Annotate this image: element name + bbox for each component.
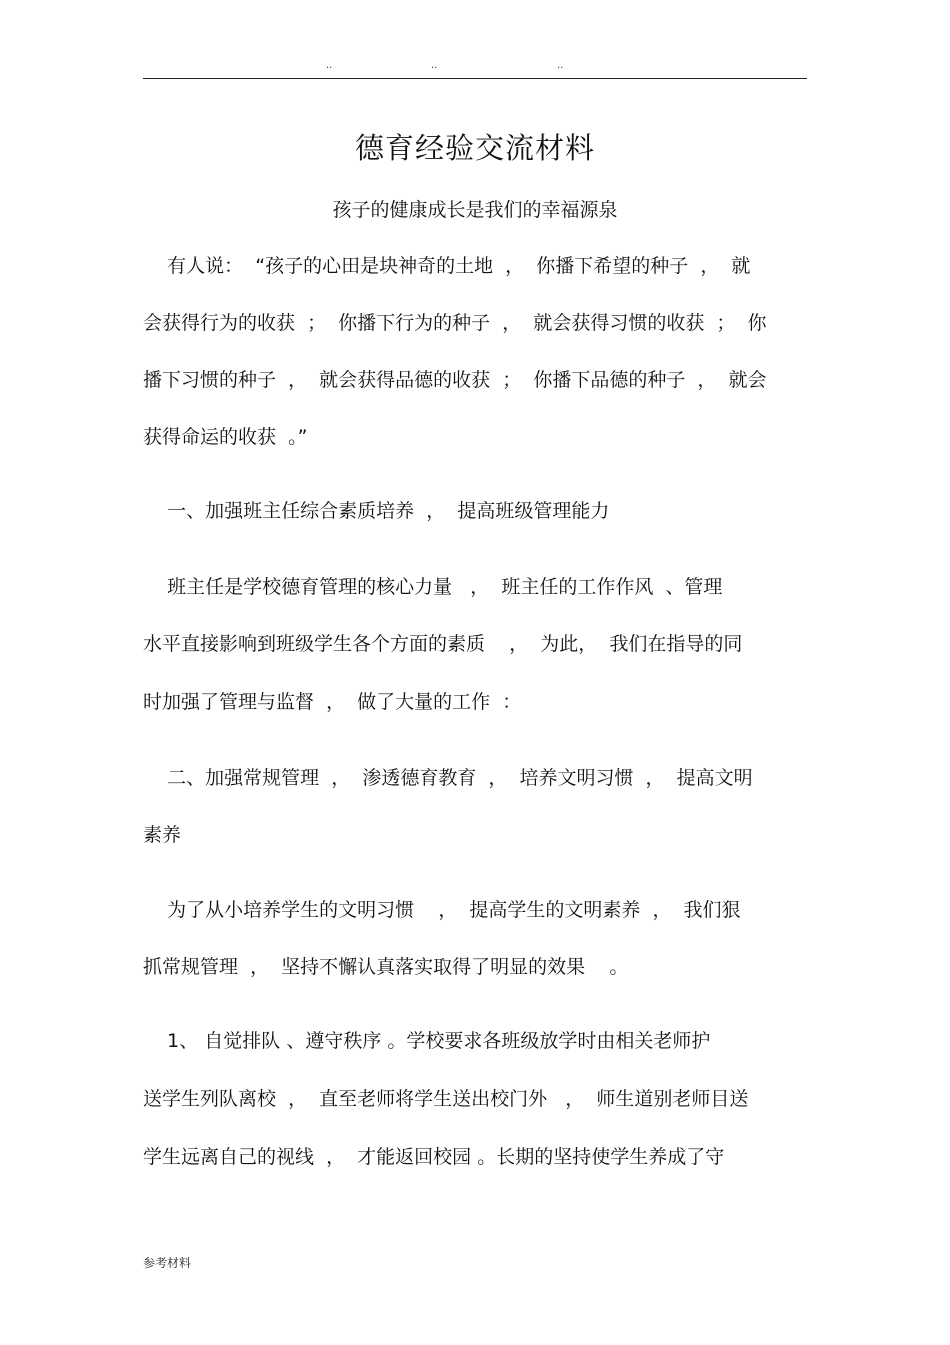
body-line: 抓常规管理 ， 坚持不懈认真落实取得了明显的效果 。 bbox=[143, 956, 629, 978]
document-title: 德育经验交流材料 bbox=[354, 131, 595, 165]
section-heading: 一、加强班主任综合素质培养 ， 提高班级管理能力 bbox=[143, 500, 610, 522]
header-mark: .. bbox=[431, 60, 438, 71]
section-heading: 素养 bbox=[143, 824, 182, 846]
body-line: 送学生列队离校 ， 直至老师将学生送出校门外 ， 师生道别老师目送 bbox=[143, 1088, 749, 1110]
header-rule bbox=[143, 78, 807, 79]
page-header-marks bbox=[0, 60, 950, 76]
body-line: 播下习惯的种子 ， 就会获得品德的收获 ； 你播下品德的种子 ， 就会 bbox=[143, 369, 767, 391]
body-line: 有人说： “孩子的心田是块神奇的土地 ， 你播下希望的种子 ， 就 bbox=[143, 255, 751, 277]
header-mark: .. bbox=[557, 60, 564, 71]
header-mark: .. bbox=[326, 60, 333, 71]
body-line: 班主任是学校德育管理的核心力量 ， 班主任的工作作风 、管理 bbox=[143, 576, 723, 598]
body-line: 学生远离自己的视线 ， 才能返回校园 。长期的坚持使学生养成了守 bbox=[143, 1146, 725, 1168]
section-heading: 二、加强常规管理 ， 渗透德育教育 ， 培养文明习惯 ， 提高文明 bbox=[143, 767, 753, 789]
footer-note: 参考材料 bbox=[143, 1256, 192, 1270]
document-subtitle: 孩子的健康成长是我们的幸福源泉 bbox=[332, 199, 618, 221]
body-line: 水平直接影响到班级学生各个方面的素质 ， 为此， 我们在指导的同 bbox=[143, 633, 743, 655]
body-line: 时加强了管理与监督 ， 做了大量的工作 ： bbox=[143, 691, 522, 713]
body-line: 为了从小培养学生的文明习惯 ， 提高学生的文明素养 ， 我们狠 bbox=[143, 899, 741, 921]
body-line: 1、 自觉排队 、遵守秩序 。学校要求各班级放学时由相关老师护 bbox=[143, 1030, 711, 1052]
body-line: 获得命运的收获 。” bbox=[143, 426, 308, 448]
body-line: 会获得行为的收获 ； 你播下行为的种子 ， 就会获得习惯的收获 ； 你 bbox=[143, 312, 767, 334]
